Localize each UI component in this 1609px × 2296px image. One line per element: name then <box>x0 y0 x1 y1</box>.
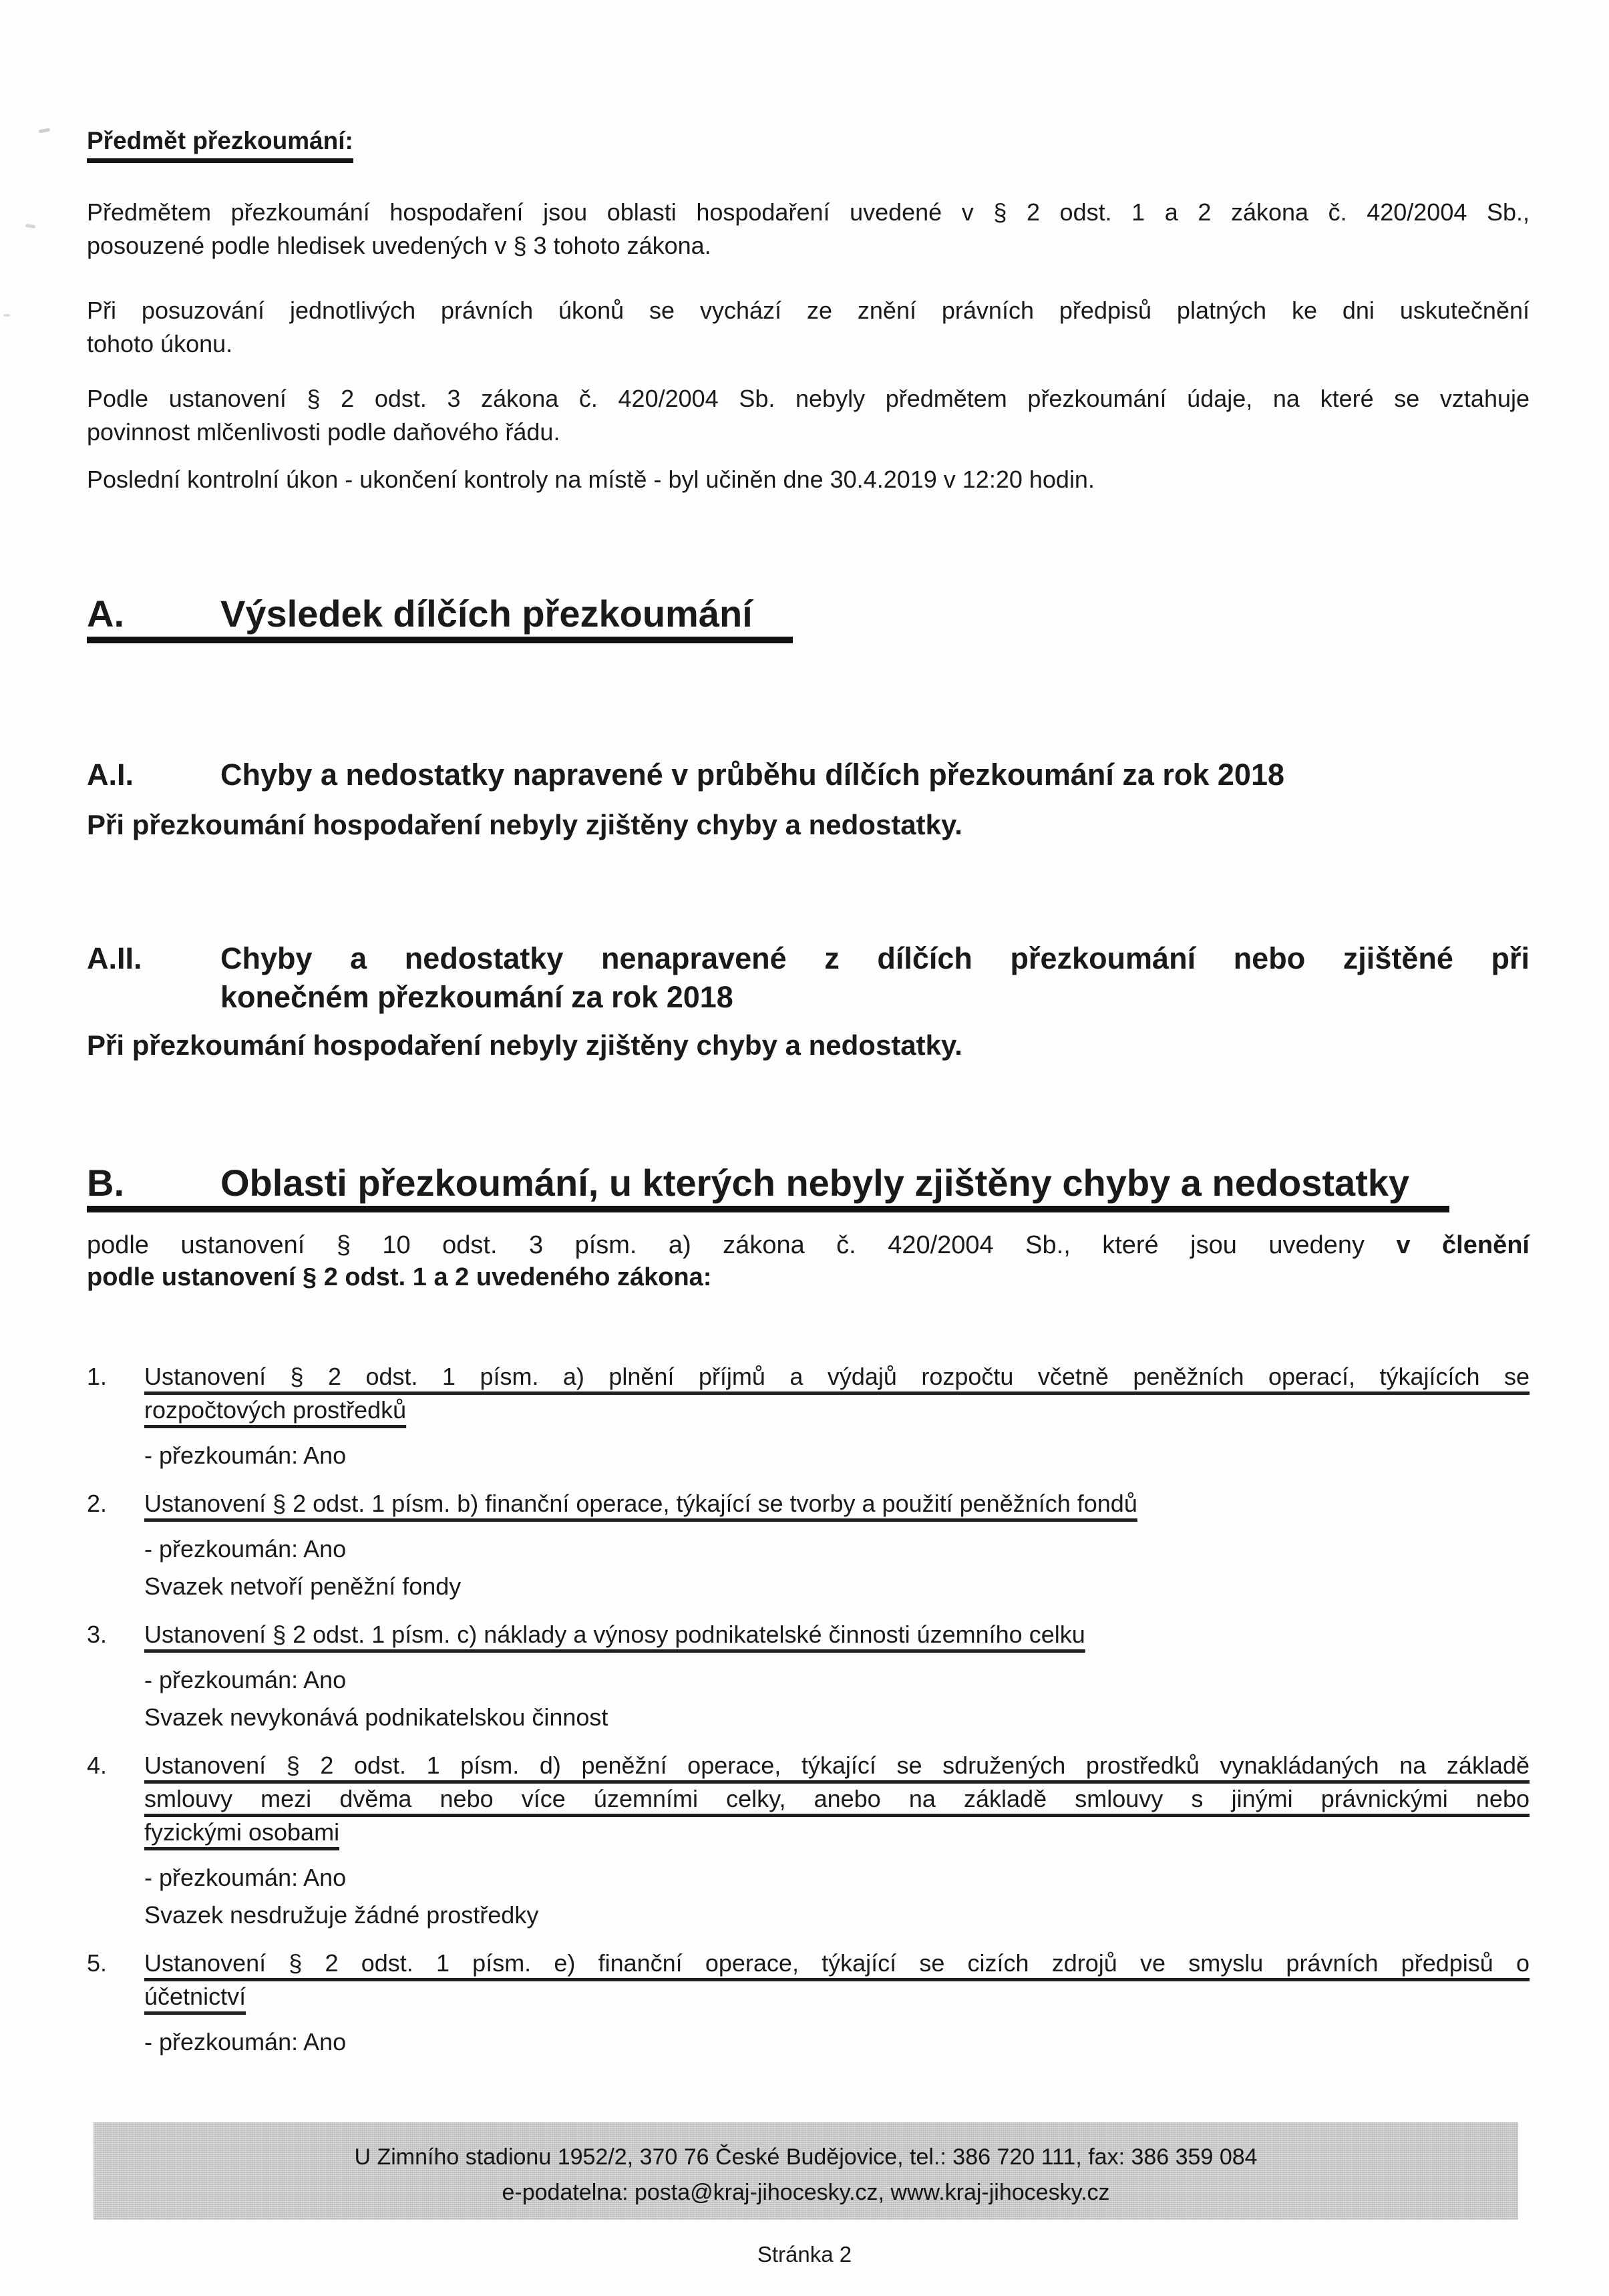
paragraph <box>87 294 1530 361</box>
section-a-heading <box>87 594 793 643</box>
provision-line <box>144 1980 1530 2013</box>
paragraph <box>87 196 1530 263</box>
section-ai-title: Chyby a nedostatky napravené v průběhu dílčích přezkoumání za rok 2018 <box>220 758 1285 792</box>
paragraph-line: Předmětem přezkoumání hospodaření jsou oblasti hospodaření uvedené v § 2 odst. 1 a 2 zákona č. 420/2004 Sb., <box>87 198 1530 226</box>
result-statement: Při přezkoumání hospodaření nebyly zjištěny chyby a nedostatky. <box>87 1029 962 1061</box>
list-item-number: 4. <box>87 1752 108 1779</box>
provision-underlined-text: Ustanovení § 2 odst. 1 písm. a) plnění příjmů a výdajů rozpočtu včetně peněžních operací, týkajících se <box>144 1363 1530 1390</box>
intro-bold-text: v členění <box>1396 1231 1530 1259</box>
section-b-label: B. <box>87 1162 124 1204</box>
review-result: - přezkoumán: Ano <box>144 1535 347 1563</box>
item-note: Svazek nesdružuje žádné prostředky <box>144 1901 539 1929</box>
provision-underlined-text: Ustanovení § 2 odst. 1 písm. d) peněžní operace, týkající se sdružených prostředků vynakládaných na základě <box>144 1752 1530 1779</box>
provision-underlined-text: fyzickými osobami <box>144 1818 340 1846</box>
review-result: - přezkoumán: Ano <box>144 1442 347 1469</box>
provision-underlined-text: Ustanovení § 2 odst. 1 písm. c) náklady a výnosy podnikatelské činnosti územního celku <box>144 1621 1085 1648</box>
paragraph-line: tohoto úkonu. <box>87 330 233 357</box>
section-a-title: Výsledek dílčích přezkoumání <box>220 593 753 635</box>
provision-underlined-text: účetnictví <box>144 1983 246 2010</box>
section-b-title: Oblasti přezkoumání, u kterých nebyly zjištěny chyby a nedostatky <box>220 1162 1410 1204</box>
section-b-intro <box>87 1229 1530 1293</box>
section-ai-heading <box>87 756 1530 794</box>
section-aii-heading <box>87 939 1530 1017</box>
paragraph-line <box>87 1261 1530 1293</box>
section-b-heading <box>87 1163 1449 1212</box>
list-item <box>87 1618 1530 1734</box>
provision-line <box>144 1487 1530 1520</box>
footer-address-line: U Zimního stadionu 1952/2, 370 76 České Budějovice, tel.: 386 720 111, fax: 386 359 084 <box>354 2144 1258 2170</box>
heading-line: konečném přezkoumání za rok 2018 <box>220 980 733 1014</box>
provision-line <box>144 1393 1530 1427</box>
paragraph-line: posouzené podle hledisek uvedených v § 3 tohoto zákona. <box>87 232 711 259</box>
provision-line <box>144 1816 1530 1849</box>
provision-line <box>144 1360 1530 1393</box>
list-item-number: 2. <box>87 1490 108 1517</box>
list-item-number: 1. <box>87 1363 108 1390</box>
list-item <box>87 1947 1530 2059</box>
provision-line <box>144 1782 1530 1816</box>
paragraph-line: Při posuzování jednotlivých právních úkonů se vychází ze znění právních předpisů platných ke dni uskutečnění <box>87 297 1530 324</box>
page-number: Stránka 2 <box>757 2242 852 2267</box>
list-item-body <box>144 1947 1530 2059</box>
paragraph-line: Podle ustanovení § 2 odst. 3 zákona č. 420/2004 Sb. nebyly předmětem přezkoumání údaje, na které se vztahuje <box>87 385 1530 412</box>
intro-normal-text: podle ustanovení § 10 odst. 3 písm. a) zákona č. 420/2004 Sb., které jsou uvedeny <box>87 1231 1365 1259</box>
paragraph-line <box>87 1229 1530 1261</box>
review-result: - přezkoumán: Ano <box>144 2028 347 2056</box>
section-a-label: A. <box>87 593 124 635</box>
paragraph <box>87 382 1530 449</box>
list-item-body <box>144 1487 1530 1603</box>
provision-underlined-text: Ustanovení § 2 odst. 1 písm. b) finanční operace, týkající se tvorby a použití peněžních fondů <box>144 1490 1137 1517</box>
review-result: - přezkoumán: Ano <box>144 1666 347 1693</box>
item-note: Svazek nevykonává podnikatelskou činnost <box>144 1703 608 1731</box>
list-item <box>87 1749 1530 1932</box>
list-item <box>87 1360 1530 1472</box>
intro-bold-text: podle ustanovení § 2 odst. 1 a 2 uvedeného zákona: <box>87 1263 712 1291</box>
list-item-body <box>144 1618 1530 1734</box>
paragraph-line: povinnost mlčenlivosti podle daňového řádu. <box>87 418 560 446</box>
list-item-body <box>144 1360 1530 1472</box>
section-ai-label: A.I. <box>87 758 134 792</box>
footer-address-bar <box>94 2122 1518 2220</box>
section-heading-wrap <box>87 127 1530 163</box>
footer-contact-line: e-podatelna: posta@kraj-jihocesky.cz, www.kraj-jihocesky.cz <box>502 2180 1110 2205</box>
provision-underlined-text: rozpočtových prostředků <box>144 1396 407 1424</box>
list-item <box>87 1487 1530 1603</box>
list-item-number: 3. <box>87 1621 108 1648</box>
heading-line: Chyby a nedostatky nenapravené z dílčích přezkoumání nebo zjištěné při <box>220 941 1530 975</box>
page-title: Předmět přezkoumání: <box>87 127 353 163</box>
provision-underlined-text: Ustanovení § 2 odst. 1 písm. e) finanční operace, týkající se cizích zdrojů ve smyslu právních předpisů o <box>144 1949 1530 1977</box>
provision-line <box>144 1618 1530 1651</box>
review-result: - přezkoumán: Ano <box>144 1864 347 1891</box>
review-areas-list <box>87 1360 1530 2059</box>
paragraph-line: Poslední kontrolní úkon - ukončení kontroly na místě - byl učiněn dne 30.4.2019 v 12:20 hodin. <box>87 466 1095 493</box>
result-statement: Při přezkoumání hospodaření nebyly zjištěny chyby a nedostatky. <box>87 809 962 840</box>
paragraph <box>87 463 1530 496</box>
provision-line <box>144 1947 1530 1980</box>
section-aii-label: A.II. <box>87 941 142 975</box>
list-item-body <box>144 1749 1530 1932</box>
item-note: Svazek netvoří peněžní fondy <box>144 1573 462 1600</box>
section-aii-title <box>220 939 1530 1017</box>
list-item-number: 5. <box>87 1949 108 1977</box>
provision-line <box>144 1749 1530 1782</box>
provision-underlined-text: smlouvy mezi dvěma nebo více územními celky, anebo na základě smlouvy s jinými právnickými nebo <box>144 1785 1530 1812</box>
